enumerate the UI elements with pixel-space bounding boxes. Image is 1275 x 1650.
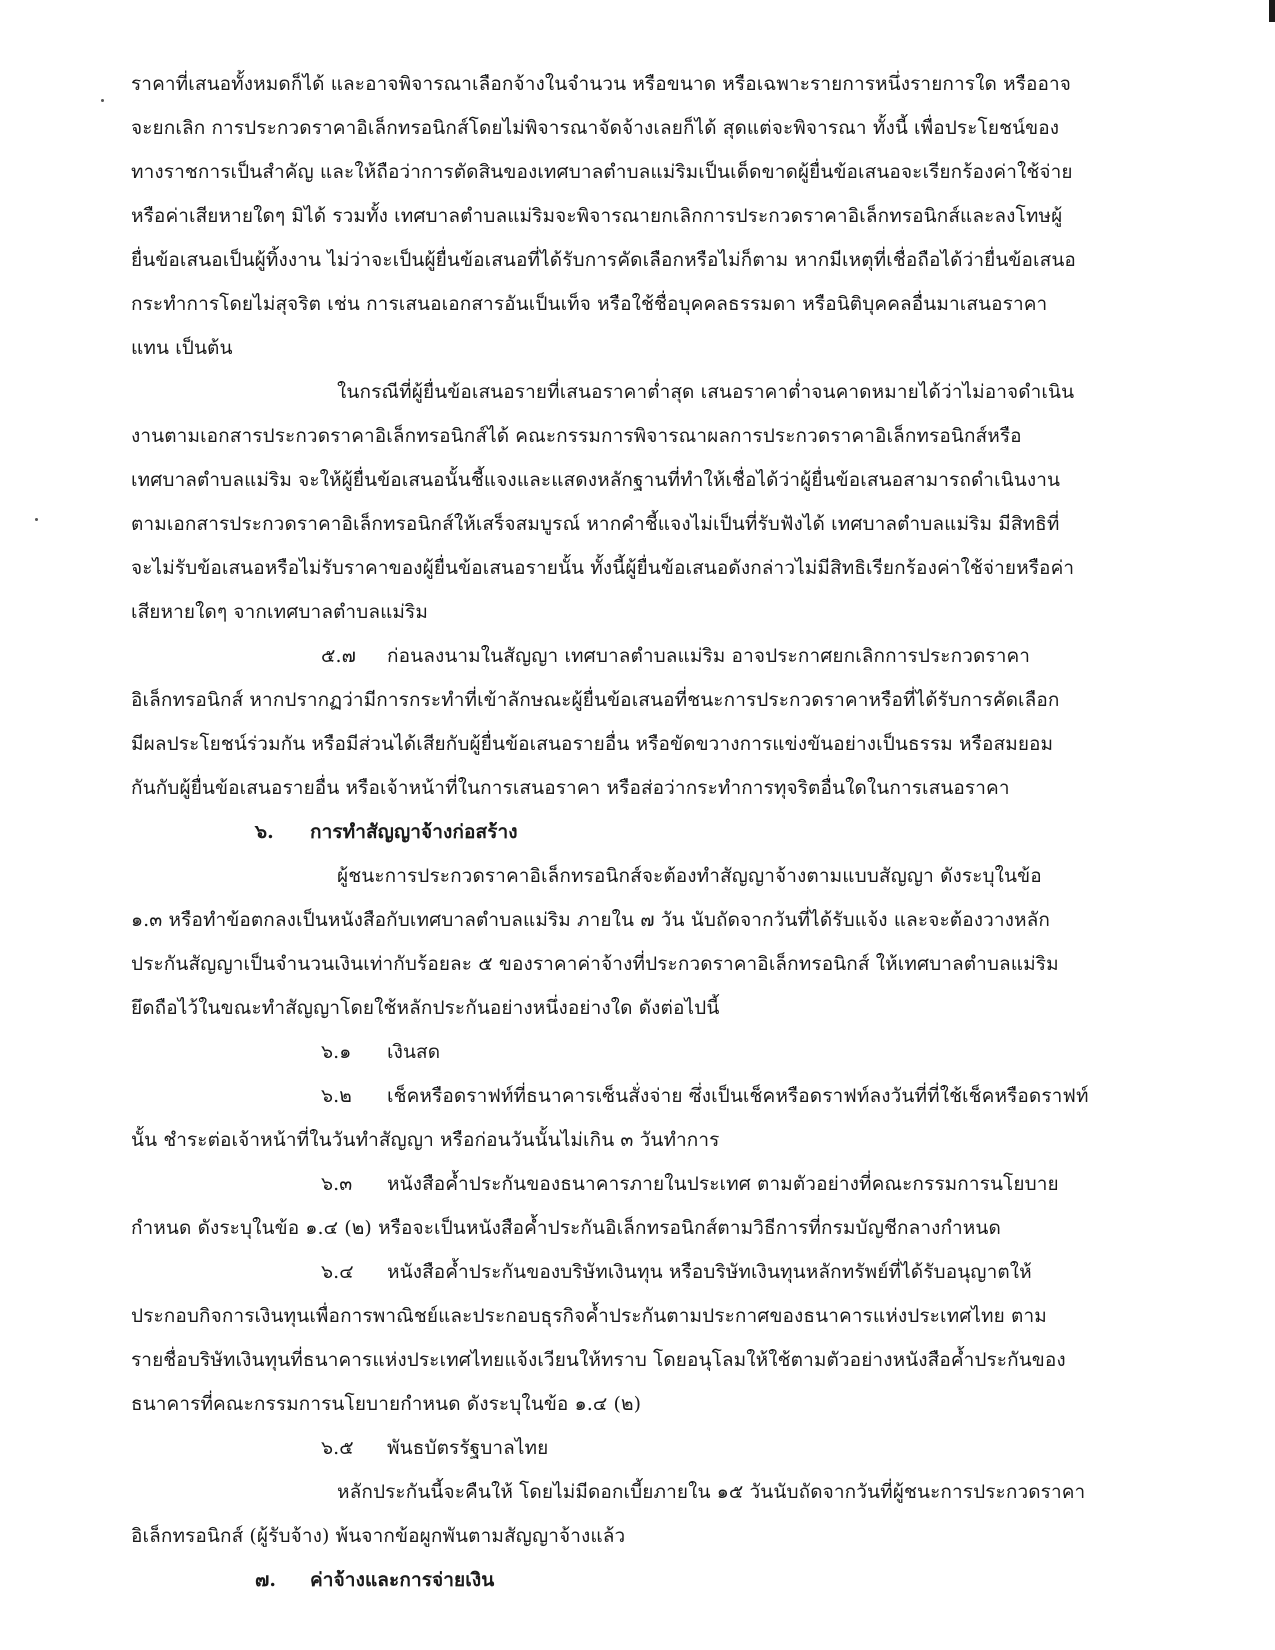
text-line: กำหนด ดังระบุในข้อ ๑.๔ (๒) หรือจะเป็นหนังสือค้ำประกันอิเล็กทรอนิกส์ตามวิธีการที่กรมบัญชีกลางกำหนด [131,1217,1001,1239]
section-number: ๗. [255,1569,277,1591]
clause-text: เงินสด [387,1041,441,1063]
paragraph-first-line: หลักประกันนี้จะคืนให้ โดยไม่มีดอกเบี้ยภายใน ๑๕ วันนับถัดจากวันที่ผู้ชนะการประกวดราคา [337,1481,1086,1503]
text-line: ยื่นข้อเสนอเป็นผู้ทิ้งงาน ไม่ว่าจะเป็นผู้ยื่นข้อเสนอที่ได้รับการคัดเลือกหรือไม่ก็ตาม หากมีเหตุที่เชื่อถือได้ว่ายื่นข้อเสนอ [131,249,1076,271]
clause-5-7 [321,642,1030,670]
clause-number: ๖.๔ [321,1261,354,1283]
clause-number: ๖.๑ [321,1041,352,1063]
section-7-heading [255,1566,494,1594]
scan-corner-mark [1269,0,1275,22]
text-line: อิเล็กทรอนิกส์ (ผู้รับจ้าง) พ้นจากข้อผูกพันตามสัญญาจ้างแล้ว [131,1525,626,1547]
clause-number: ๖.๕ [321,1437,354,1459]
clause-6-3 [321,1170,1059,1198]
text-line: ทางราชการเป็นสำคัญ และให้ถือว่าการตัดสินของเทศบาลตำบลแม่ริมเป็นเด็ดขาดผู้ยื่นข้อเสนอจะเรียกร้องค่าใช้จ่าย [131,161,1073,183]
clause-6-2 [321,1082,1089,1110]
clause-6-4 [321,1258,1032,1286]
section-title: ค่าจ้างและการจ่ายเงิน [310,1569,495,1591]
paragraph-first-line: ในกรณีที่ผู้ยื่นข้อเสนอรายที่เสนอราคาต่ำสุด เสนอราคาต่ำจนคาดหมายได้ว่าไม่อาจดำเนิน [337,381,1075,403]
text-line: นั้น ชำระต่อเจ้าหน้าที่ในวันทำสัญญา หรือก่อนวันนั้นไม่เกิน ๓ วันทำการ [131,1129,720,1151]
text-line: กันกับผู้ยื่นข้อเสนอรายอื่น หรือเจ้าหน้าที่ในการเสนอราคา หรือส่อว่ากระทำการทุจริตอื่นใดในการเสนอราคา [131,777,1010,799]
text-line: เสียหายใดๆ จากเทศบาลตำบลแม่ริม [131,601,428,623]
text-line: เทศบาลตำบลแม่ริม จะให้ผู้ยื่นข้อเสนอนั้นชี้แจงและแสดงหลักฐานที่ทำให้เชื่อได้ว่าผู้ยื่นข้อเสนอสามารถดำเนินงาน [131,469,1061,491]
text-line: จะไม่รับข้อเสนอหรือไม่รับราคาของผู้ยื่นข้อเสนอรายนั้น ทั้งนี้ผู้ยื่นข้อเสนอดังกล่าวไม่มีสิทธิเรียกร้องค่าใช้จ่ายหรือค่า [131,557,1075,579]
clause-number: ๖.๒ [321,1085,352,1107]
section-number: ๖. [255,821,274,843]
clause-6-1 [321,1038,440,1066]
text-line: งานตามเอกสารประกวดราคาอิเล็กทรอนิกส์ได้ คณะกรรมการพิจารณาผลการประกวดราคาอิเล็กทรอนิกส์หรือ [131,425,1022,447]
text-line: รายชื่อบริษัทเงินทุนที่ธนาคารแห่งประเทศไทยแจ้งเวียนให้ทราบ โดยอนุโลมให้ใช้ตามตัวอย่างหนังสือค้ำประกันของ [131,1349,1066,1371]
clause-number: ๕.๗ [321,645,357,667]
text-line: หรือค่าเสียหายใดๆ มิได้ รวมทั้ง เทศบาลตำบลแม่ริมจะพิจารณายกเลิกการประกวดราคาอิเล็กทรอนิกส์และลงโทษผู้ [131,205,1063,227]
text-line: ๑.๓ หรือทำข้อตกลงเป็นหนังสือกับเทศบาลตำบลแม่ริม ภายใน ๗ วัน นับถัดจากวันที่ได้รับแจ้ง และจะต้องวางหลัก [131,909,1050,931]
section-title: การทำสัญญาจ้างก่อสร้าง [310,821,518,843]
text-line: มีผลประโยชน์ร่วมกัน หรือมีส่วนได้เสียกับผู้ยื่นข้อเสนอรายอื่น หรือขัดขวางการแข่งขันอย่างเป็นธรรม หรือสมยอม [131,733,1054,755]
text-line: จะยกเลิก การประกวดราคาอิเล็กทรอนิกส์โดยไม่พิจารณาจัดจ้างเลยก็ได้ สุดแต่จะพิจารณา ทั้งนี้ เพื่อประโยชน์ของ [131,117,1060,139]
clause-text: พันธบัตรรัฐบาลไทย [387,1437,549,1459]
text-line: กระทำการโดยไม่สุจริต เช่น การเสนอเอกสารอันเป็นเท็จ หรือใช้ชื่อบุคคลธรรมดา หรือนิติบุคคลอื่นมาเสนอราคา [131,293,1048,315]
text-line: ตามเอกสารประกวดราคาอิเล็กทรอนิกส์ให้เสร็จสมบูรณ์ หากคำชี้แจงไม่เป็นที่รับฟังได้ เทศบาลตำบลแม่ริม มีสิทธิที่ [131,513,1060,535]
text-line: ประกอบกิจการเงินทุนเพื่อการพาณิชย์และประกอบธุรกิจค้ำประกันตามประกาศของธนาคารแห่งประเทศไทย ตาม [131,1305,1047,1327]
scan-speck [101,99,104,102]
paragraph-first-line: ผู้ชนะการประกวดราคาอิเล็กทรอนิกส์จะต้องทำสัญญาจ้างตามแบบสัญญา ดังระบุในข้อ [337,865,1042,887]
text-line: แทน เป็นต้น [131,337,233,359]
clause-text: หนังสือค้ำประกันของธนาคารภายในประเทศ ตามตัวอย่างที่คณะกรรมการนโยบาย [387,1173,1059,1195]
clause-number: ๖.๓ [321,1173,353,1195]
text-line: ธนาคารที่คณะกรรมการนโยบายกำหนด ดังระบุในข้อ ๑.๔ (๒) [131,1393,642,1415]
scan-speck [35,518,38,521]
text-line: อิเล็กทรอนิกส์ หากปรากฏว่ามีการกระทำที่เข้าลักษณะผู้ยื่นข้อเสนอที่ชนะการประกวดราคาหรือที่ได้รับการคัดเลือก [131,689,1060,711]
clause-text: เช็คหรือดราฟท์ที่ธนาคารเซ็นสั่งจ่าย ซึ่งเป็นเช็คหรือดราฟท์ลงวันที่ที่ใช้เช็คหรือดราฟท์ [387,1085,1089,1107]
clause-text: ก่อนลงนามในสัญญา เทศบาลตำบลแม่ริม อาจประกาศยกเลิกการประกวดราคา [387,645,1031,667]
clause-text: หนังสือค้ำประกันของบริษัทเงินทุน หรือบริษัทเงินทุนหลักทรัพย์ที่ได้รับอนุญาตให้ [387,1261,1032,1283]
text-line: ยึดถือไว้ในขณะทำสัญญาโดยใช้หลักประกันอย่างหนึ่งอย่างใด ดังต่อไปนี้ [131,997,720,1019]
clause-6-5 [321,1434,548,1462]
text-line: ราคาที่เสนอทั้งหมดก็ได้ และอาจพิจารณาเลือกจ้างในจำนวน หรือขนาด หรือเฉพาะรายการหนึ่งรายการใด หรืออาจ [131,73,1072,95]
text-line: ประกันสัญญาเป็นจำนวนเงินเท่ากับร้อยละ ๕ ของราคาค่าจ้างที่ประกวดราคาอิเล็กทรอนิกส์ ให้เทศบาลตำบลแม่ริม [131,953,1059,975]
section-6-heading [255,818,518,846]
